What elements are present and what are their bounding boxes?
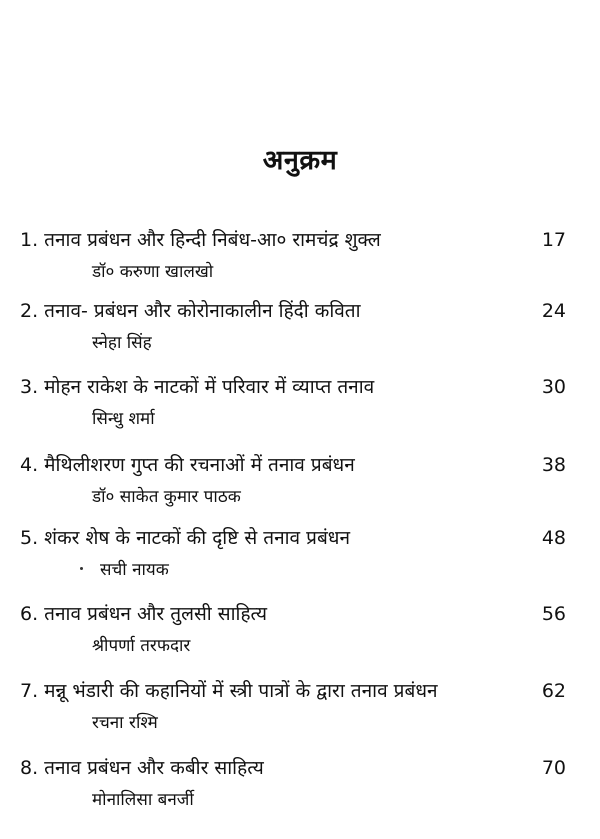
page-title: अनुक्रम bbox=[262, 145, 338, 176]
entry-title: 3. मोहन राकेश के नाटकों में परिवार में व्याप्त तनाव bbox=[20, 376, 375, 398]
entry-author: डॉ० करुणा खालखो bbox=[92, 262, 214, 282]
entry-page-number: 56 bbox=[541, 603, 566, 625]
entry-page-number: 17 bbox=[541, 229, 566, 251]
entry-page-number: 38 bbox=[541, 454, 566, 476]
entry-page-number: 70 bbox=[541, 757, 566, 779]
entry-author: रचना रश्मि bbox=[92, 713, 158, 733]
entry-title: 2. तनाव- प्रबंधन और कोरोनाकालीन हिंदी कविता bbox=[20, 300, 361, 322]
entry-author: मोनालिसा बनर्जी bbox=[92, 790, 194, 810]
toc-entry-1 bbox=[0, 227, 600, 301]
toc-entry-4 bbox=[0, 452, 600, 526]
entry-author: स्नेहा सिंह bbox=[92, 333, 152, 353]
entry-page-number: 48 bbox=[541, 527, 566, 549]
entry-author: सची नायक bbox=[100, 560, 169, 580]
entry-title: 4. मैथिलीशरण गुप्त की रचनाओं में तनाव प्रबंधन bbox=[20, 454, 355, 476]
toc-entry-5 bbox=[0, 525, 600, 599]
toc-entry-7 bbox=[0, 678, 600, 752]
entry-page-number: 30 bbox=[541, 376, 566, 398]
entry-title: 7. मन्नू भंडारी की कहानियों में स्त्री पात्रों के द्वारा तनाव प्रबंधन bbox=[20, 680, 438, 702]
entry-page-number: 62 bbox=[541, 680, 566, 702]
entry-title: 1. तनाव प्रबंधन और हिन्दी निबंध-आ० रामचंद्र शुक्ल bbox=[20, 229, 381, 251]
entry-title: 5. शंकर शेष के नाटकों की दृष्टि से तनाव प्रबंधन bbox=[20, 527, 351, 549]
toc-entry-3 bbox=[0, 374, 600, 448]
entry-page-number: 24 bbox=[541, 300, 566, 322]
print-speck bbox=[80, 567, 83, 570]
toc-entry-2 bbox=[0, 298, 600, 372]
entry-title: 8. तनाव प्रबंधन और कबीर साहित्य bbox=[20, 757, 264, 779]
entry-author: श्रीपर्णा तरफदार bbox=[92, 636, 191, 656]
toc-entry-8 bbox=[0, 755, 600, 829]
entry-author: डॉ० साकेत कुमार पाठक bbox=[92, 487, 241, 507]
toc-entry-6 bbox=[0, 601, 600, 675]
entry-author: सिन्धु शर्मा bbox=[92, 409, 155, 429]
entry-title: 6. तनाव प्रबंधन और तुलसी साहित्य bbox=[20, 603, 268, 625]
